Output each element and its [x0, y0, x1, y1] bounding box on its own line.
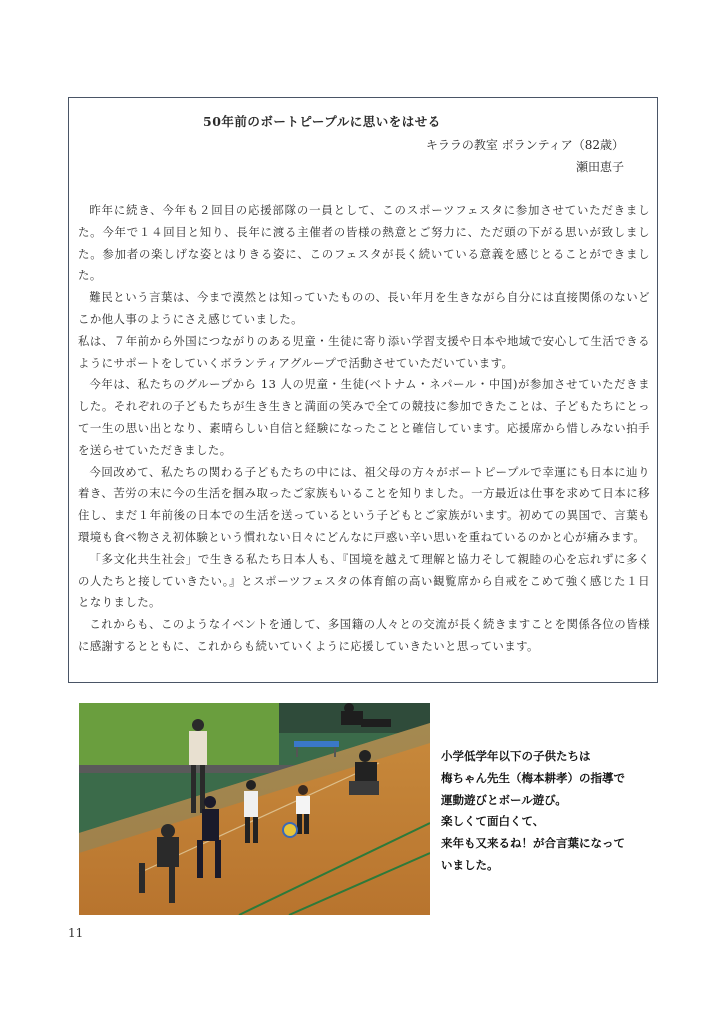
article-body — [78, 200, 650, 658]
paragraph-6: 「多文化共生社会」で生きる私たち日本人も、『国境を越えて理解と協力そして親睦の心を忘れずに多くの人たちと接していきたい。』とスポーツフェスタの体育館の高い観覧席から自戒をこめて強く感じた１日となりました。 — [78, 551, 650, 610]
caption-line: 梅ちゃん先生（梅本耕孝）の指導で — [441, 770, 625, 785]
caption-line: いました。 — [441, 857, 499, 872]
author-organization: キララの教室 ボランティア（82歳） — [425, 138, 624, 152]
paragraph-7: これからも、このようなイベントを通して、多国籍の人々との交流が長く続きますことを関係各位の皆様に感謝するとともに、これからも続いていくように応援していきたいと思っています。 — [78, 617, 650, 653]
caption-line: 楽しくて面白くて、 — [441, 814, 545, 829]
article-title: 50年前のボートピープルに思いをはせる — [203, 114, 441, 129]
paragraph-3: 私は、７年前から外国につながりのある児童・生徒に寄り添い学習支援や日本や地域で安心して生活できるようにサポートをしていくボランティアグループで活動させていただいています。 — [78, 333, 650, 370]
paragraph-5: 今回改めて、私たちの関わる子どもたちの中には、祖父母の方々がボートピープルで幸運にも日本に辿り着き、苦労の末に今の生活を掴み取ったご家族もいることを知りました。一方最近は仕事を求めて日本に移住し、まだ１年前後の日本での生活を送っているという子どもとご家族がいます。初めての異国で、言葉も環境も食べ物さえ初体験という慣れない日々にどんなに戸惑い辛い思いを重ねているのかと心が痛みます。 — [78, 464, 650, 544]
gym-photo — [79, 703, 430, 915]
caption-line: 来年も又来るね！が合言葉になって — [441, 836, 625, 851]
caption-line: 小学低学年以下の子供たちは — [441, 749, 591, 763]
author-name: 瀬田恵子 — [575, 160, 624, 174]
paragraph-4: 今年は、私たちのグループから 13 人の児童・生徒(ベトナム・ネパール・中国)が参加させていただきました。それぞれの子どもたちが生き生きと満面の笑みで全ての競技に参加できたことは、子どもたちにとって一生の思い出となり、素晴らしい自信と経験になったことと確信しています。応援席から惜しみない拍手を送らせていただきました。 — [78, 377, 650, 457]
page-number: 11 — [68, 926, 84, 940]
paragraph-1: 昨年に続き、今年も２回目の応援部隊の一員として、このスポーツフェスタに参加させていただきました。今年で１４回目と知り、長年に渡る主催者の皆様の熱意とご努力に、ただ頭の下がる思いが致しました。参加者の楽しげな姿とはりきる姿に、このフェスタが長く続いている意義を感じとることができました。 — [78, 203, 650, 283]
byline — [426, 134, 624, 178]
photo-caption — [441, 746, 681, 877]
caption-line: 運動遊びとボール遊び。 — [441, 792, 567, 807]
paragraph-2: 難民という言葉は、今まで漠然とは知っていたものの、長い年月を生きながら自分には直接関係のないどこか他人事のようにさえ感じていました。 — [78, 290, 650, 326]
